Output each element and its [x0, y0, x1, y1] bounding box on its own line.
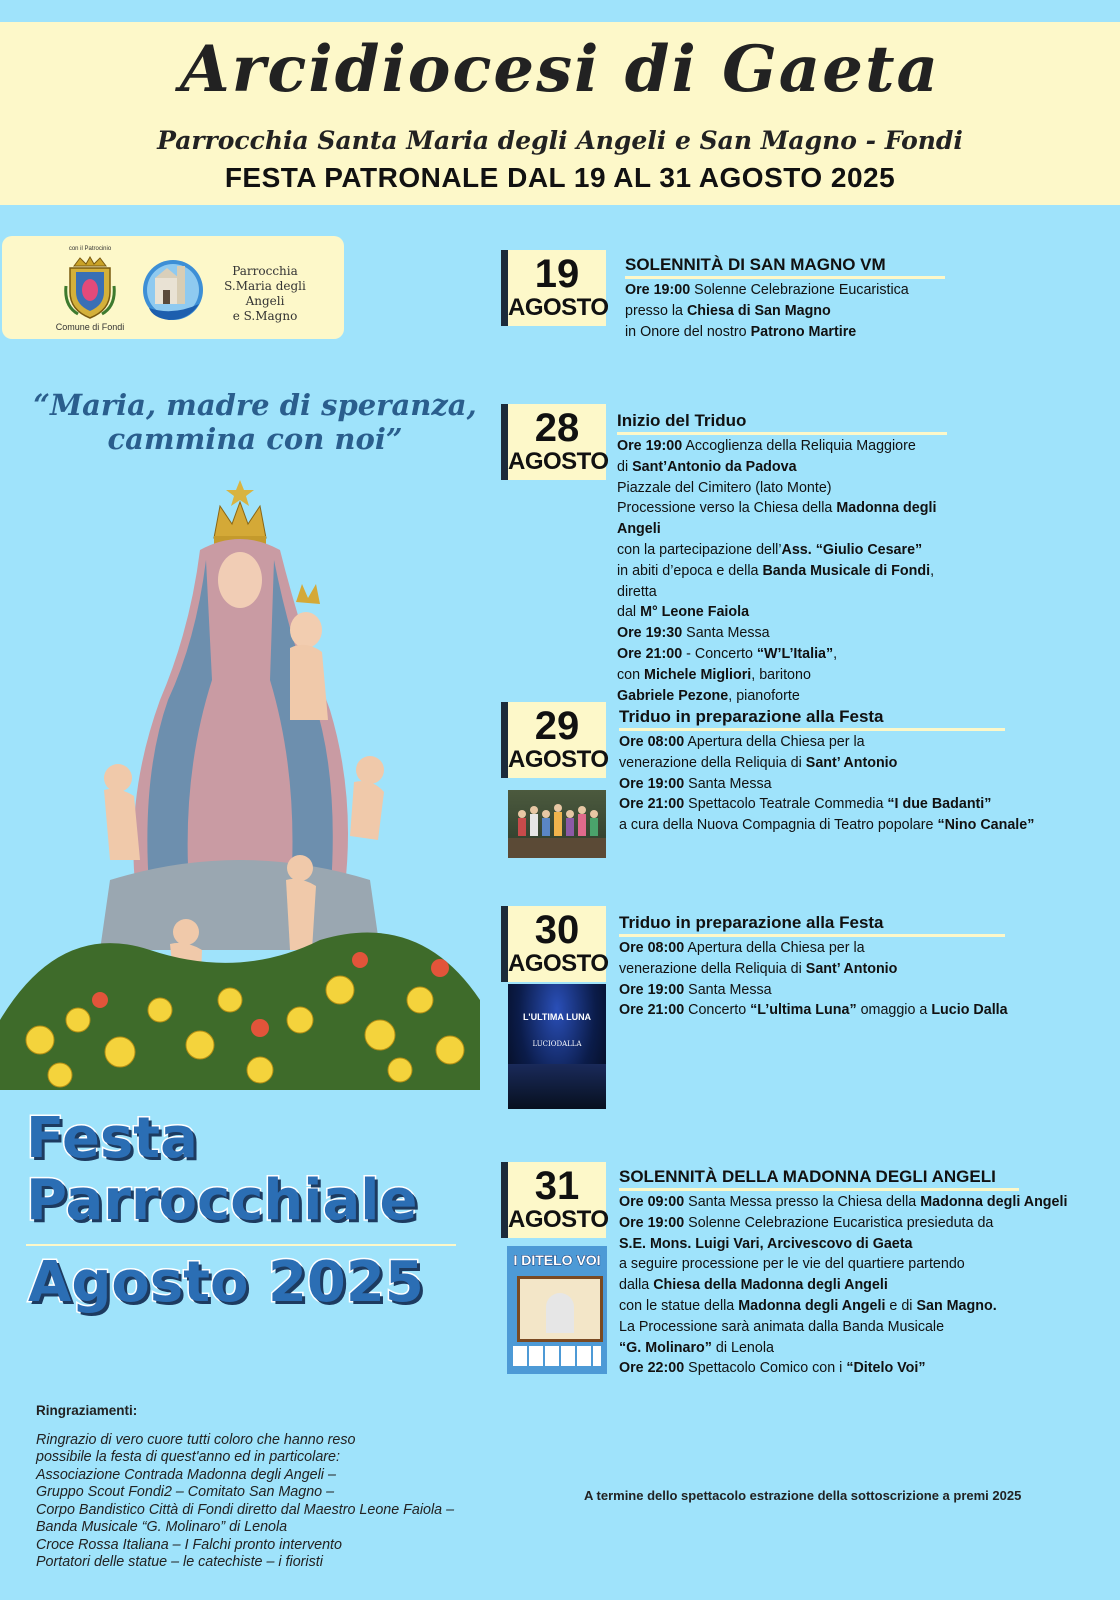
event-line-bold: Michele Migliori — [644, 666, 752, 683]
event-line-text: La Processione sarà animata dalla Banda Musicale — [619, 1318, 945, 1335]
event-line — [619, 959, 1005, 980]
event-rule — [617, 432, 947, 435]
event-line-text: di Lenola — [711, 1339, 774, 1356]
event-line — [617, 623, 947, 644]
event-line-bold: San Magno. — [916, 1297, 997, 1314]
event-line-bold: Madonna degli Angeli — [920, 1194, 1068, 1210]
event-line — [619, 1358, 1019, 1379]
event-line — [617, 665, 947, 686]
event-line-bold: “L’ultima Luna” — [750, 1002, 857, 1019]
banner-divider — [26, 1244, 456, 1246]
event-line-text: Processione verso la Chiesa della — [617, 500, 837, 517]
ditelo-voi-poster — [507, 1246, 607, 1374]
parish-name — [204, 264, 326, 324]
event-line — [619, 774, 1005, 795]
banner-line: Parrocchiale — [26, 1168, 418, 1233]
event-28 — [617, 410, 947, 706]
date-box-29 — [508, 702, 609, 778]
crest-label: Comune di Fondi — [55, 322, 125, 332]
event-line-text: Solenne Celebrazione Eucaristica presieduta da — [684, 1214, 994, 1231]
event-line-bold: M° Leone Faiola — [640, 604, 750, 621]
event-line-bold: “I due Badanti” — [887, 796, 992, 813]
event-line — [617, 644, 947, 665]
date-month: AGOSTO — [508, 950, 609, 977]
event-line-bold: Ore 19:30 — [617, 625, 683, 642]
event-line — [617, 540, 947, 561]
date-month: AGOSTO — [508, 448, 609, 475]
event-line-text: venerazione della Reliquia di — [619, 960, 806, 977]
event-title: SOLENNITÀ DELLA MADONNA DEGLI ANGELI — [619, 1167, 996, 1186]
event-line — [619, 980, 1005, 1001]
event-lines — [619, 938, 1008, 1021]
poster-title: I DITELO VOI — [513, 1252, 601, 1268]
event-line-bold: Lucio Dalla — [931, 1002, 1008, 1019]
event-title: Triduo in preparazione alla Festa — [619, 707, 884, 726]
thanks-line: Banda Musicale “G. Molinaro” di Lenola — [36, 1519, 288, 1535]
event-line-bold: Ore 19:00 — [625, 282, 691, 298]
event-line-text: Piazzale del Cimitero (lato Monte) — [617, 479, 832, 496]
parish-name-line: Parrocchia — [232, 264, 298, 278]
event-line — [619, 938, 1005, 959]
ultima-luna-poster — [508, 984, 606, 1109]
event-line-text: dal — [617, 604, 641, 621]
event-line-text: con le statue della — [619, 1297, 739, 1314]
event-line — [619, 1296, 1019, 1317]
event-line — [617, 436, 947, 457]
event-line — [619, 1254, 1019, 1275]
diocese-title: Arcidiocesi di Gaeta — [180, 32, 940, 107]
thanks-line: Associazione Contrada Madonna degli Angeli – — [36, 1466, 336, 1483]
event-line-bold: Ore 19:00 — [617, 438, 683, 454]
event-line-text: Spettacolo Teatrale Commedia — [684, 796, 888, 813]
event-line-bold: Ass. “Giulio Cesare” — [781, 541, 923, 558]
theatre-cast-photo — [508, 790, 606, 858]
crest-caption: con il Patrocinio — [68, 246, 112, 252]
header-banner — [0, 22, 1120, 205]
date-day: 30 — [534, 908, 580, 952]
event-line-text: Spettacolo Comico con i — [684, 1360, 847, 1377]
event-line-bold: Ore 19:00 — [619, 775, 685, 792]
event-line-text: , — [833, 645, 838, 662]
date-month: AGOSTO — [508, 1206, 609, 1233]
event-line — [617, 561, 947, 603]
event-31 — [619, 1166, 1068, 1379]
event-line — [619, 815, 1035, 836]
event-line-bold: “G. Molinaro” — [619, 1339, 712, 1356]
event-line — [619, 1213, 1019, 1234]
event-line-bold: Chiesa della Madonna degli Angeli — [653, 1277, 888, 1294]
event-line-bold: Ore 08:00 — [619, 734, 685, 750]
parish-logo-icon — [139, 258, 209, 322]
event-line — [619, 1317, 1019, 1338]
event-line-text: Solenne Celebrazione Eucaristica — [690, 282, 909, 298]
event-line — [625, 280, 945, 301]
event-line-bold: Ore 19:00 — [619, 981, 685, 998]
logos-panel — [2, 236, 344, 339]
thanks-line: Croce Rossa Italiana – I Falchi pronto intervento — [36, 1536, 342, 1553]
event-line-text: con — [617, 666, 645, 683]
event-29 — [619, 706, 1035, 836]
event-line-text: omaggio a — [856, 1002, 932, 1019]
event-line-text: in abiti d’epoca e della — [617, 562, 763, 579]
event-line-text: - Concerto — [682, 645, 757, 662]
poster-artist: LUCIODALLA — [532, 1040, 582, 1048]
event-rule — [619, 728, 1005, 731]
event-line — [619, 732, 1005, 753]
event-rule — [619, 934, 1005, 937]
comune-crest-icon — [64, 256, 116, 320]
event-line-bold: Chiesa di San Magno — [686, 302, 831, 319]
date-day: 31 — [534, 1164, 580, 1208]
event-line-bold: Ore 21:00 — [619, 796, 685, 813]
raffle-note: A termine dello spettacolo estrazione della sottoscrizione a premi 2025 — [584, 1488, 1022, 1503]
event-line — [619, 794, 1005, 815]
event-line — [617, 498, 947, 540]
event-line — [619, 1338, 1019, 1359]
event-lines — [625, 280, 945, 342]
date-day: 19 — [534, 252, 580, 296]
event-lines — [619, 1192, 1068, 1379]
parish-name-line: e S.Magno — [232, 309, 298, 323]
event-line-bold: Ore 19:00 — [619, 1214, 685, 1231]
window-frame — [517, 1276, 603, 1342]
event-line — [617, 478, 947, 499]
event-line-bold: Ore 09:00 — [619, 1194, 685, 1210]
event-line-bold: Madonna degli Angeli — [617, 500, 937, 538]
actors-figure — [546, 1293, 574, 1333]
date-box-28 — [508, 404, 609, 480]
event-line-text: Concerto — [684, 1002, 751, 1019]
banner-year: Agosto 2025 — [28, 1250, 424, 1315]
event-line-text: Apertura della Chiesa per la — [684, 940, 865, 956]
event-line-bold: Banda Musicale di Fondi — [762, 562, 931, 579]
event-line-bold: Ore 08:00 — [619, 940, 685, 956]
event-line — [617, 457, 947, 478]
event-line-bold: Sant’ Antonio — [805, 960, 898, 977]
event-line-text: , pianoforte — [728, 687, 800, 704]
event-title: Inizio del Triduo — [617, 411, 747, 430]
thanks-line: Portatori delle statue – le catechiste – i fioristi — [36, 1554, 323, 1570]
event-line — [617, 602, 947, 623]
event-line-text: in Onore del nostro — [625, 323, 751, 340]
event-line-text: Accoglienza della Reliquia Maggiore — [682, 438, 916, 454]
event-line-bold: Ore 22:00 — [619, 1360, 685, 1377]
date-box-31 — [508, 1162, 609, 1238]
event-line — [617, 686, 947, 707]
event-line — [625, 322, 945, 343]
event-line — [619, 1275, 1019, 1296]
event-line-bold: S.E. Mons. Luigi Vari, Arcivescovo di Gaeta — [619, 1235, 913, 1252]
poster-title: L'ULTIMA LUNA — [522, 1012, 592, 1022]
thanks-line: Corpo Bandistico Città di Fondi diretto dal Maestro Leone Faiola – — [36, 1501, 455, 1518]
event-line — [625, 301, 945, 322]
event-line-text: dalla — [619, 1277, 654, 1294]
madonna-statue-image — [0, 480, 490, 1090]
event-lines — [617, 436, 947, 706]
event-line-text: a seguire processione per le vie del quartiere partendo — [619, 1256, 965, 1273]
thanks-line: Gruppo Scout Fondi2 – Comitato San Magno – — [36, 1484, 335, 1500]
event-line — [619, 1192, 1068, 1213]
banner-line: Festa — [26, 1106, 198, 1171]
motto — [30, 388, 480, 456]
cast-figures-icon — [508, 790, 606, 858]
thanks-line: possibile la festa di quest'anno ed in particolare: — [36, 1449, 340, 1465]
event-19 — [625, 254, 945, 342]
event-line-bold: “W’L’Italia” — [756, 645, 834, 662]
event-title: SOLENNITÀ DI SAN MAGNO VM — [625, 255, 886, 274]
event-line-text: Santa Messa — [682, 625, 770, 642]
motto-line: “Maria, madre di speranza, — [33, 388, 477, 422]
date-day: 29 — [534, 704, 580, 748]
event-30 — [619, 912, 1008, 1021]
event-lines — [619, 732, 1035, 836]
event-line-bold: Ore 21:00 — [617, 645, 683, 662]
event-rule — [619, 1188, 1019, 1191]
thanks-body — [36, 1432, 556, 1572]
event-line-text: , baritono — [751, 666, 811, 683]
event-line-text: , diretta — [617, 562, 935, 600]
event-line-text: Santa Messa — [684, 775, 772, 792]
event-line-bold: Madonna degli Angeli — [738, 1297, 886, 1314]
date-box-19 — [508, 250, 609, 326]
event-line-bold: Sant’Antonio da Padova — [632, 458, 797, 475]
date-box-30 — [508, 906, 609, 982]
event-line-text: Apertura della Chiesa per la — [684, 734, 865, 750]
date-day: 28 — [534, 406, 580, 450]
event-line-bold: Patrono Martire — [750, 323, 857, 340]
event-line-bold: Ore 21:00 — [619, 1002, 685, 1019]
parish-subtitle: Parrocchia Santa Maria degli Angeli e San Magno - Fondi — [157, 126, 963, 155]
cast-strip — [513, 1346, 601, 1366]
festa-parrocchiale-banner — [26, 1108, 466, 1232]
event-rule — [625, 276, 945, 279]
thanks-title: Ringraziamenti: — [36, 1403, 138, 1418]
event-line-bold: “Nino Canale” — [937, 817, 1035, 834]
event-line-text: presso la — [625, 302, 687, 319]
event-line-text: a cura della Nuova Compagnia di Teatro popolare — [619, 817, 938, 834]
festa-dates: FESTA PATRONALE DAL 19 AL 31 AGOSTO 2025 — [224, 162, 896, 193]
event-line — [619, 1234, 1019, 1255]
event-title: Triduo in preparazione alla Festa — [619, 913, 884, 932]
event-line-text: Santa Messa — [684, 981, 772, 998]
thanks-line: Ringrazio di vero cuore tutti coloro che hanno reso — [36, 1431, 356, 1448]
event-line-text: Santa Messa presso la Chiesa della — [684, 1194, 921, 1210]
sea-reflection — [508, 1064, 606, 1109]
event-line — [619, 1000, 1008, 1021]
date-month: AGOSTO — [508, 294, 609, 321]
date-month: AGOSTO — [508, 746, 609, 773]
event-line-text: con la partecipazione dell’ — [617, 541, 782, 558]
motto-line: cammina con noi” — [107, 422, 403, 456]
event-line-bold: “Ditelo Voi” — [846, 1360, 926, 1377]
acknowledgements — [36, 1402, 556, 1572]
event-line — [619, 753, 1005, 774]
event-line-text: venerazione della Reliquia di — [619, 754, 806, 771]
event-line-text: e di — [885, 1297, 917, 1314]
event-line-bold: Sant’ Antonio — [805, 754, 898, 771]
parish-name-line: S.Maria degli Angeli — [224, 279, 306, 308]
event-line-text: di — [617, 458, 633, 475]
event-line-bold: Gabriele Pezone — [617, 687, 729, 704]
